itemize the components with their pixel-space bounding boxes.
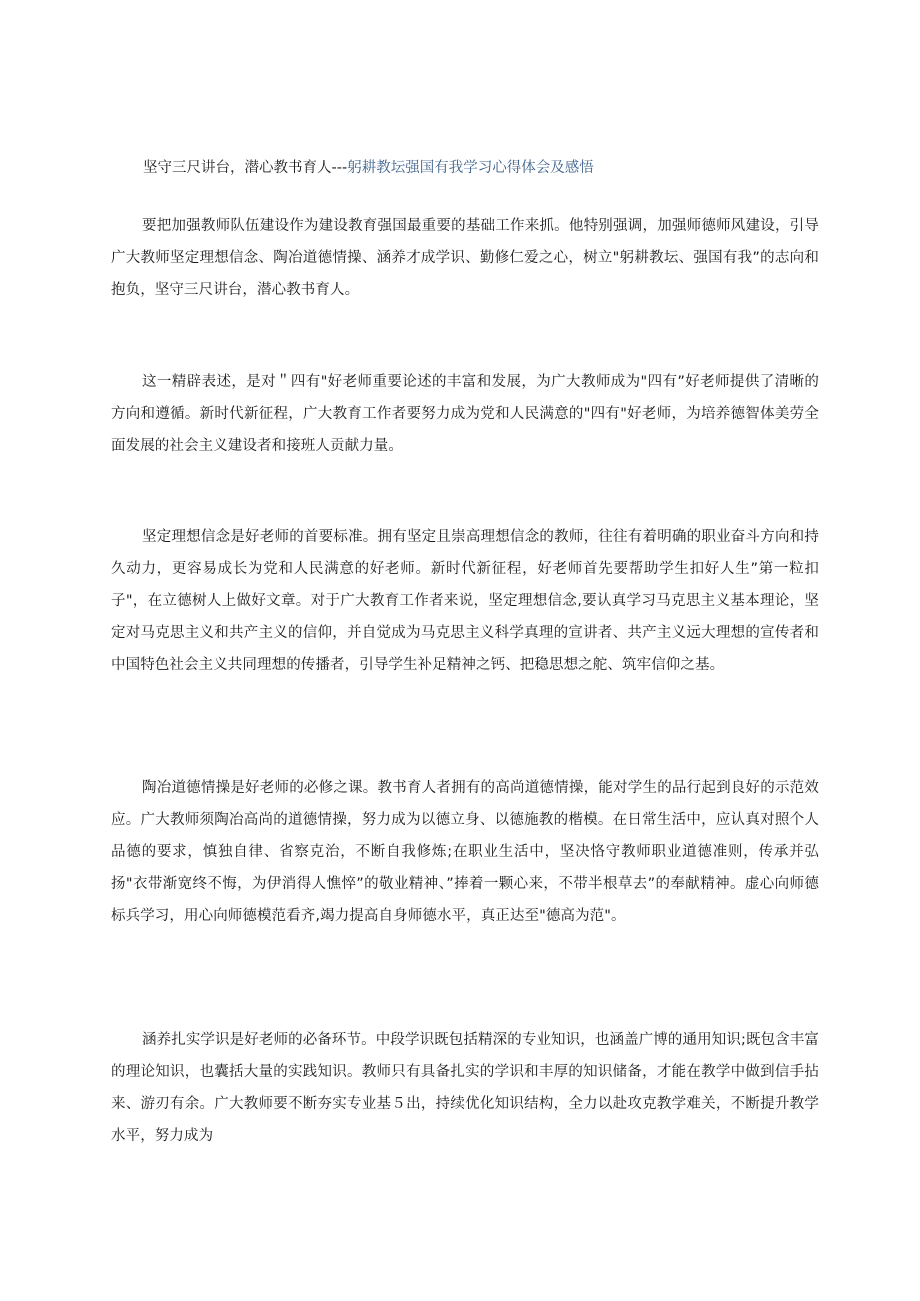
paragraph-2: 这一精辟表述，是对＂四有"好老师重要论述的丰富和发展，为广大教师成为"四有”好老师提供了清晰的方向和遵循。新时代新征程，广大教育工作者要努力成为党和人民满意的"四有"好老师，为培养德智体美劳全面发展的社会主义建设者和接班人贡献力量。	[111, 374, 819, 454]
paragraph-1: 要把加强教师队伍建设作为建设教育强国最重要的基础工作来抓。他特别强调，加强师德师风建设，引导广大教师坚定理想信念、陶冶道德情操、涵养才成学识、勤修仁爱之心，树立"躬耕教坛、强国有我”的志向和抱负，坚守三尺讲台，潜心教书育人。	[111, 218, 819, 298]
title-main: 坚守三尺讲台，潜心教书育人---	[143, 160, 348, 176]
paragraph-4: 陶冶道德情操是好老师的必修之课。教书育人者拥有的高尚道德情操，能对学生的品行起到良好的示范效应。广大教师须陶冶高尚的道德情操，努力成为以德立身、以德施教的楷模。在日常生活中，应认真对照个人品德的要求，慎独自律、省察克治，不断自我修炼;在职业生活中，坚决恪守教师职业道德准则，传承并弘扬"衣带渐宽终不悔，为伊消得人憔悴”的敬业精神、”捧着一颗心来，不带半根草去”的奉献精神。虚心向师德标兵学习，用心向师德模范看齐,竭力提高自身师德水平，真正达至"德高为范"。	[111, 780, 819, 924]
document-title	[143, 157, 823, 179]
paragraph-5: 涵养扎实学识是好老师的必备环节。中段学识既包括精深的专业知识，也涵盖广博的通用知识;既包含丰富的理论知识，也囊括大量的实践知识。教师只有具备扎实的学识和丰厚的知识储备，才能在教学中做到信手拈来、游刃有余。广大教师要不断夯实专业基５出，持续优化知识结构，全力以赴攻克教学难关，不断提升教学水平，努力成为	[111, 1032, 819, 1144]
title-accent: 躬耕教坛强国有我学习心得体会及感悟	[347, 160, 594, 176]
paragraph-3: 坚定理想信念是好老师的首要标准。拥有坚定且崇高理想信念的教师，往往有着明确的职业奋斗方向和持久动力，更容易成长为党和人民满意的好老师。新时代新征程，好老师首先要帮助学生扣好人生”第一粒扣子"，在立德树人上做好文章。对于广大教育工作者来说，坚定理想信念,要认真学习马克思主义基本理论，坚定对马克思主义和共产主义的信仰，并自觉成为马克思主义科学真理的宣讲者、共产主义远大理想的宣传者和中国特色社会主义共同理想的传播者，引导学生补足精神之钙、把稳思想之舵、筑牢信仰之基。	[111, 529, 819, 673]
